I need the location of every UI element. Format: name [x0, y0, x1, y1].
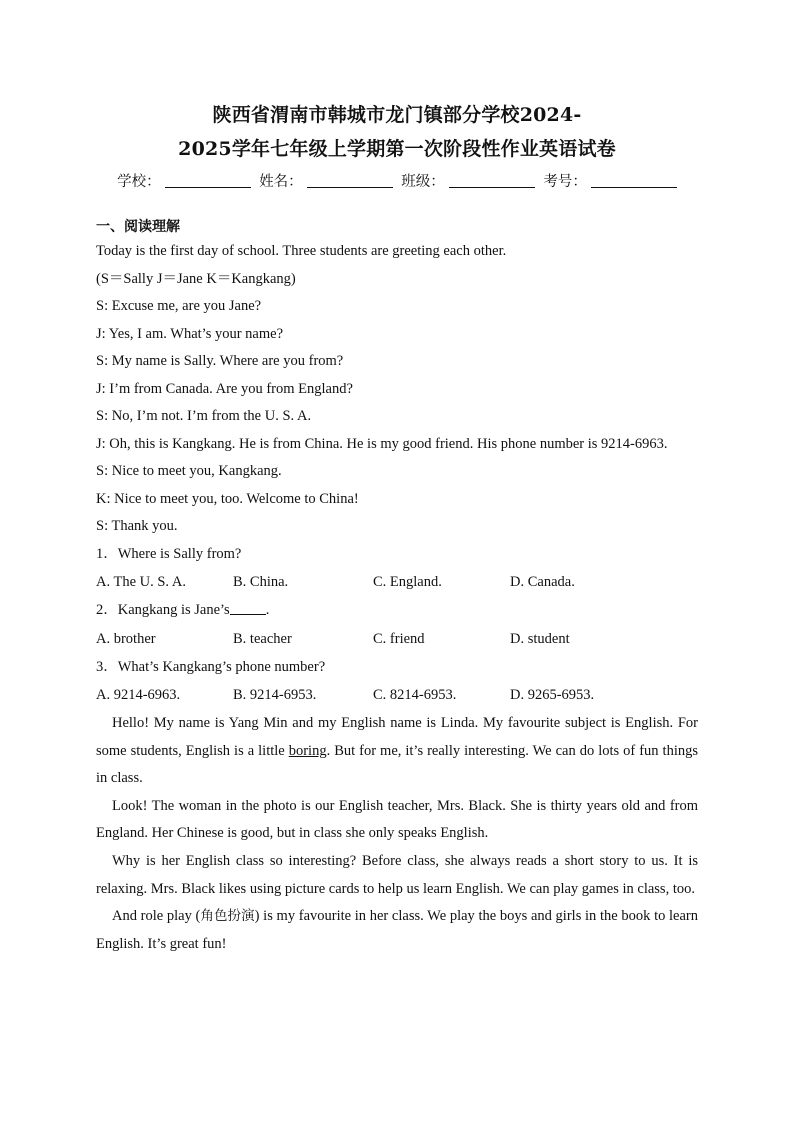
passage-b-paragraph-4 — [96, 903, 698, 958]
answer-blank[interactable] — [230, 602, 266, 615]
option-a[interactable]: A. brother — [96, 630, 156, 647]
exam-title-line2: 2025学年七年级上学期第一次阶段性作业英语试卷 — [178, 138, 616, 160]
name-blank[interactable] — [307, 173, 393, 188]
exam-number-blank[interactable] — [591, 173, 677, 188]
paragraph-text: And role play ( — [112, 908, 201, 925]
dialogue-line: J: Yes, I am. What’s your name? — [96, 325, 283, 342]
option-b[interactable]: B. 9214-6953. — [233, 687, 317, 703]
question-2-stem-end: . — [265, 602, 270, 618]
dialogue-line: J: I’m from Canada. Are you from England? — [96, 380, 353, 397]
paragraph-cjk-gloss: 角色扮演 — [200, 908, 255, 925]
question-1-options — [96, 568, 698, 597]
paragraph-text: ) is my favourite in her class. We play the boys and girls in the book to learn English. It’s great fun! — [96, 908, 699, 952]
question-1-stem: 1．Where is Sally from? — [96, 545, 242, 562]
option-d[interactable]: D. Canada. — [510, 574, 575, 590]
question-2-stem — [96, 597, 698, 625]
dialogue-line: S: Excuse me, are you Jane? — [96, 298, 262, 314]
paragraph-text: . But for me, it’s really interesting. We can do lots of fun things in class. — [96, 742, 698, 787]
name-label: 姓名： — [259, 174, 303, 190]
question-2-options — [96, 625, 698, 654]
passage-b-paragraph-1 — [96, 710, 698, 793]
paragraph-text: Hello! My name is Yang Min and my English name is Linda. My favourite subject is English. For some students, English is a little — [96, 715, 698, 759]
option-b[interactable]: B. teacher — [233, 630, 292, 647]
class-blank[interactable] — [449, 173, 535, 188]
passage-b-paragraph-2: Look! The woman in the photo is our English teacher, Mrs. Black. She is thirty years old and from England. Her Chinese is good, but in class she only speaks English. — [96, 797, 698, 842]
passage-b-paragraph-3: Why is her English class so interesting? Before class, she always reads a short story to us. It is relaxing. Mrs. Black likes using picture cards to help us learn English. We can play games in class, too. — [96, 852, 698, 897]
exam-number-label: 考号： — [543, 174, 587, 190]
school-blank[interactable] — [165, 173, 251, 188]
option-d[interactable]: D. student — [510, 630, 570, 647]
question-2-stem-text: 2．Kangkang is Jane’s — [96, 602, 230, 618]
dialogue-line-long: J: Oh, this is Kangkang. He is from China. He is my good friend. His phone number is 9214-6963. — [96, 435, 668, 452]
class-label: 班级： — [401, 174, 445, 190]
option-b[interactable]: B. China. — [233, 574, 289, 590]
dialogue-line: S: No, I’m not. I’m from the U. S. A. — [96, 408, 312, 424]
option-c[interactable]: C. friend — [373, 630, 425, 647]
option-c[interactable]: C. England. — [373, 574, 442, 590]
student-info-line — [96, 170, 698, 194]
exam-page — [96, 98, 698, 958]
dialogue-line: K: Nice to meet you, too. Welcome to China! — [96, 490, 359, 507]
option-d[interactable]: D. 9265-6953. — [510, 687, 595, 703]
option-a[interactable]: A. 9214-6963. — [96, 687, 181, 703]
dialogue-line: S: Nice to meet you, Kangkang. — [96, 463, 282, 479]
dialogue-line: S: Thank you. — [96, 518, 178, 534]
exam-title-line1: 陕西省渭南市韩城市龙门镇部分学校2024- — [212, 104, 582, 126]
passage-a-legend: (S＝Sally J＝Jane K＝Kangkang) — [96, 270, 296, 287]
section-heading-reading: 一、阅读理解 — [96, 219, 180, 235]
question-3-options — [96, 681, 698, 710]
passage-a-intro: Today is the first day of school. Three students are greeting each other. — [96, 243, 507, 259]
dialogue-line: S: My name is Sally. Where are you from? — [96, 353, 344, 369]
option-c[interactable]: C. 8214-6953. — [373, 687, 457, 703]
school-label: 学校： — [117, 174, 161, 190]
underlined-word: boring — [288, 742, 327, 759]
option-a[interactable]: A. The U. S. A. — [96, 574, 186, 590]
question-3-stem: 3．What’s Kangkang’s phone number? — [96, 658, 326, 675]
